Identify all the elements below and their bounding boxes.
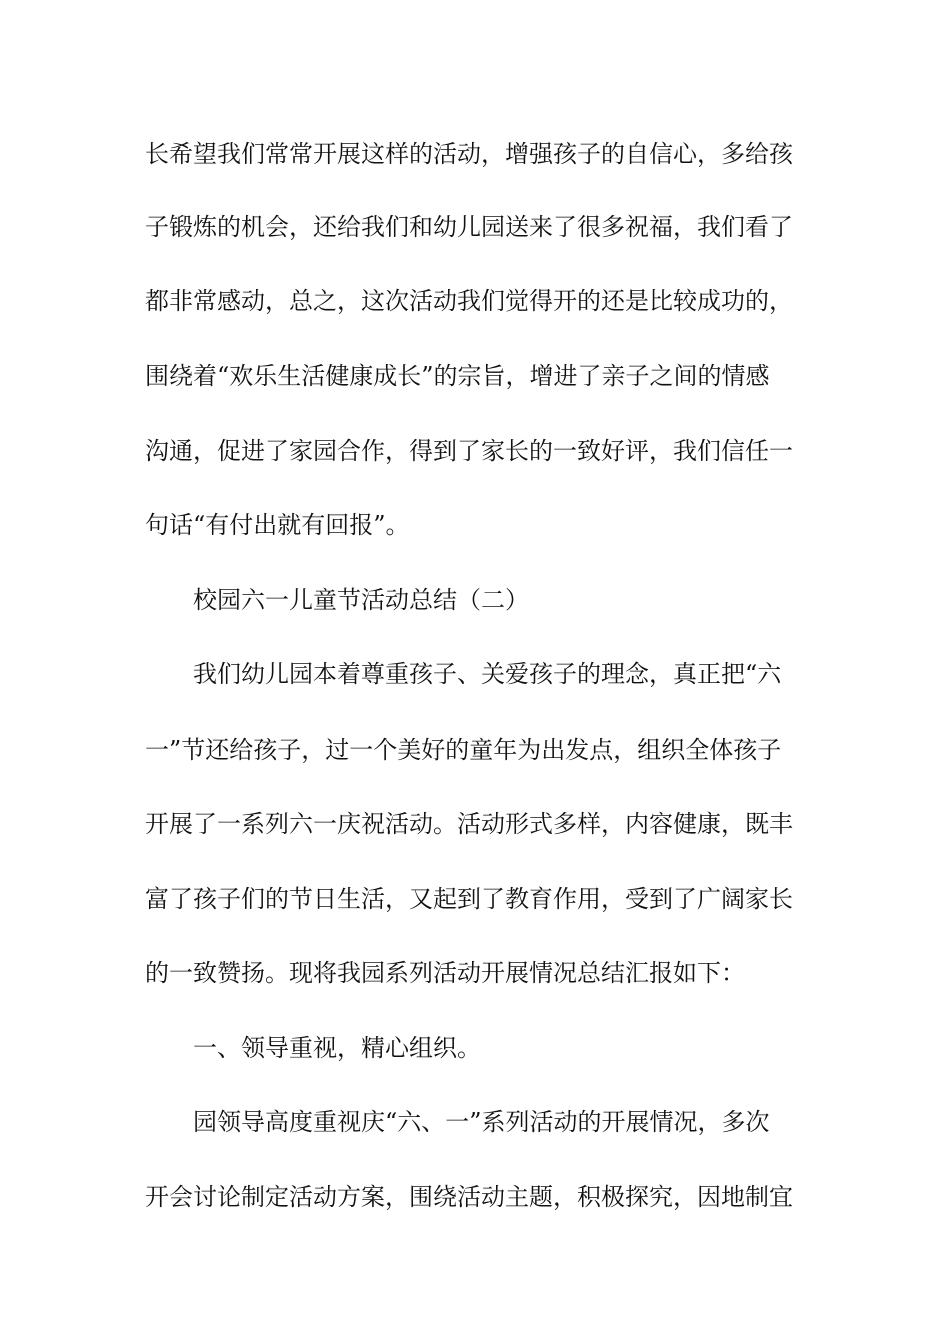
paragraph-line: 围绕着“欢乐生活健康成长”的宗旨，增进了亲子之间的情感 [145,362,770,390]
paragraph-line: 我们幼儿园本着尊重孩子、关爱孩子的理念，真正把“六 [193,660,782,688]
paragraph-line: 的一致赞扬。现将我园系列活动开展情况总结汇报如下： [145,959,745,987]
paragraph-line: 园领导高度重视庆“六、一”系列活动的开展情况，多次 [193,1108,770,1136]
paragraph-line: 开展了一系列六一庆祝活动。活动形式多样，内容健康，既丰 [145,810,793,838]
subsection-heading: 一、领导重视，精心组织。 [193,1034,481,1062]
paragraph-line: 长希望我们常常开展这样的活动，增强孩子的自信心，多给孩 [145,140,793,168]
section-heading: 校园六一儿童节活动总结（二） [193,586,529,614]
paragraph-line: 都非常感动，总之，这次活动我们觉得开的还是比较成功的， [145,287,793,315]
paragraph-line: 开会讨论制定活动方案，围绕活动主题，积极探究，因地制宜 [145,1183,793,1211]
paragraph-line: 句话“有付出就有回报”。 [145,511,410,539]
paragraph-line: 富了孩子们的节日生活，又起到了教育作用，受到了广阔家长 [145,885,793,913]
paragraph-line: 沟通，促进了家园合作，得到了家长的一致好评，我们信任一 [145,437,793,465]
paragraph-line: 一”节还给孩子，过一个美好的童年为出发点，组织全体孩子 [145,736,782,764]
paragraph-line: 子锻炼的机会，还给我们和幼儿园送来了很多祝福，我们看了 [145,213,793,241]
